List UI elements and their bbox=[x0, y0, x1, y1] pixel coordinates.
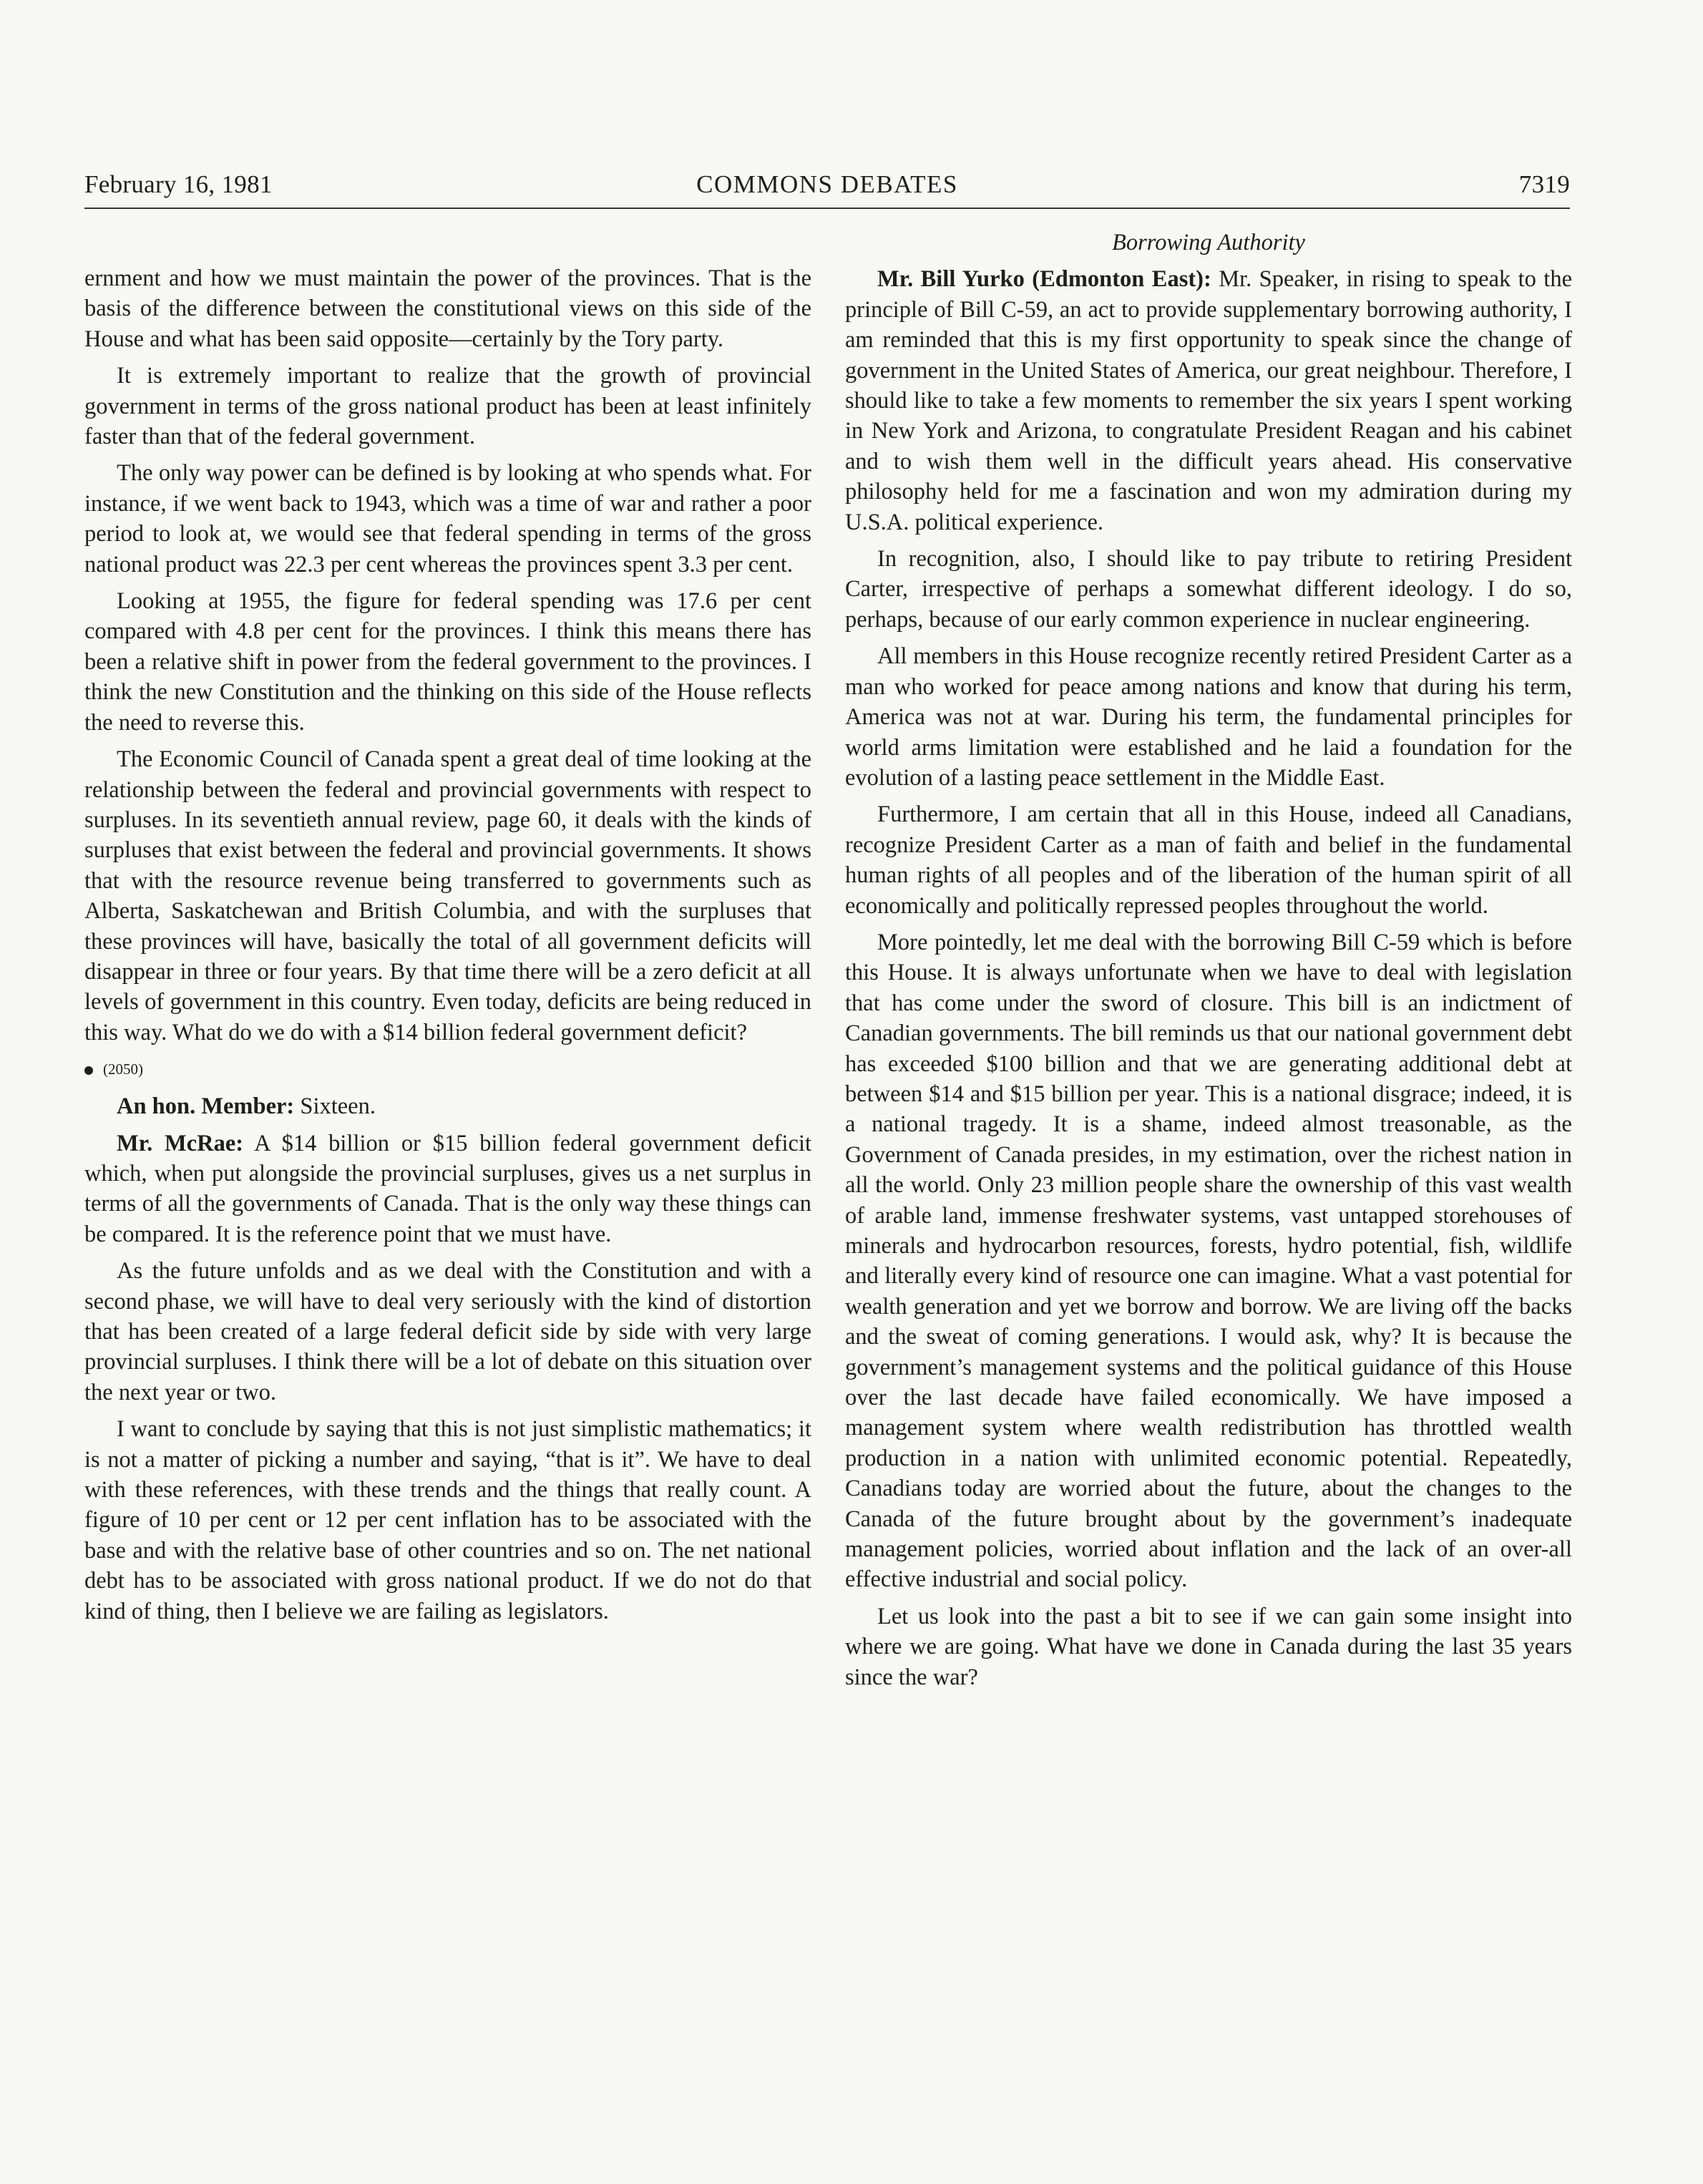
paragraph: More pointedly, let me deal with the borrowing Bill C-59 which is before this House. It is always unfortunate when we have to deal with legislation that has come under the sword of closure. This bill is an indictment of Canadian governments. The bill reminds us that our national government debt has exceeded $100 billion and that we are generating additional debt at between $14 and $15 billion per year. This is a national disgrace; indeed, it is a national tragedy. It is a shame, indeed almost treasonable, as the Government of Canada presides, in my estimation, over the richest nation in all the world. Only 23 million people share the ownership of this vast wealth of arable land, immense freshwater systems, vast untapped storehouses of minerals and hydrocarbon resources, forests, hydro potential, fish, wildlife and literally every kind of resource one can imagine. What a vast potential for wealth generation and yet we borrow and borrow. We are living off the backs and the sweat of coming generations. I would ask, why? It is because the government’s management systems and the political guidance of this House over the last decade have failed economically. We have imposed a management system where wealth redistribution has throttled wealth production in a nation with unlimited economic potential. Repeatedly, Canadians today are worried about the future, about the changes to the Canada of the future brought about by the government’s inadequate management policies, worried about inflation and the lack of an over-all effective industrial and social policy. bbox=[845, 929, 1572, 1593]
speaker-name: Mr. McRae: bbox=[117, 1130, 244, 1156]
header-page-number: 7319 bbox=[1518, 170, 1570, 198]
bullet-icon bbox=[84, 1066, 93, 1075]
left-column bbox=[84, 263, 811, 1633]
speech-paragraph bbox=[84, 1128, 811, 1250]
speaker-name: Mr. Bill Yurko (Edmonton East): bbox=[877, 266, 1211, 293]
speech-text: A $14 billion or $15 billion federal government deficit which, when put alongside the provincial surpluses, gives us a net surplus in terms of all the governments of Canada. That is the only way these things can be compared. It is the reference point that we must have. bbox=[84, 1130, 812, 1247]
paragraph: In recognition, also, I should like to pay tribute to retiring President Carter, irrespective of perhaps a somewhat different ideology. I do so, perhaps, because of our early common experience in nuclear engineering. bbox=[845, 546, 1572, 633]
paragraph: I want to conclude by saying that this is not just simplistic mathematics; it is not a matter of picking a number and saying, “that is it”. We have to deal with these references, with these trends and the things that really count. A figure of 10 per cent or 12 per cent inflation has to be associated with the base and with the relative base of other countries and so on. The net national debt has to be associated with gross national product. If we do not do that kind of thing, then I believe we are failing as legislators. bbox=[84, 1416, 811, 1624]
paragraph: ernment and how we must maintain the power of the provinces. That is the basis of the difference between the constitutional views on this side of the House and what has been said opposite—certainly by the Tory party. bbox=[84, 265, 811, 352]
paragraph: All members in this House recognize recently retired President Carter as a man who worked for peace among nations and know that during his term, America was not at war. During his term, the fundamental principles for world arms limitation were established and he laid a foundation for the evolution of a lasting peace settlement in the Middle East. bbox=[845, 643, 1572, 791]
paragraph: Let us look into the past a bit to see if we can gain some insight into where we are going. What have we done in Canada during the last 35 years since the war? bbox=[845, 1603, 1572, 1690]
speech-paragraph bbox=[84, 1091, 811, 1121]
paragraph: It is extremely important to realize that the growth of provincial government in terms of the gross national product has been at least infinitely faster than that of the federal government. bbox=[84, 363, 811, 450]
paragraph: The Economic Council of Canada spent a great deal of time looking at the relationship between the federal and provincial governments with respect to surpluses. In its seventieth annual review, page 60, it deals with the kinds of surpluses that exist between the federal and provincial governments. It shows that with the resource revenue being transferred to governments such as Alberta, Saskatchewan and British Columbia, and with the surpluses that these provinces will have, basically the total of all government deficits will disappear in three or four years. By that time there will be a zero deficit at all levels of government in this country. Even today, deficits are being reduced in this way. What do we do with a $14 billion federal government deficit? bbox=[84, 746, 811, 1045]
speech-text: Sixteen. bbox=[294, 1093, 376, 1120]
speaker-name: An hon. Member: bbox=[117, 1093, 295, 1120]
speech-text: Mr. Speaker, in rising to speak to the principle of Bill C-59, an act to provide supplementary borrowing authority, I am reminded that this is my first opportunity to speak since the change of government in the United States of America, our great neighbour. Therefore, I should like to take a few moments to remember the six years I spent working in New York and Arizona, to congratulate President Reagan and his cabinet and to wish them well in the difficult years ahead. His conservative philosophy held for me a fascination and won my admiration during my U.S.A. political experience. bbox=[845, 266, 1572, 535]
paragraph: Furthermore, I am certain that all in this House, indeed all Canadians, recognize President Carter as a man of faith and belief in the fundamental human rights of all peoples and of the liberation of the human spirit of all economically and politically repressed peoples throughout the world. bbox=[845, 801, 1572, 919]
paragraph: As the future unfolds and as we deal with the Constitution and with a second phase, we will have to deal very seriously with the kind of distortion that has been created of a large federal deficit side by side with very large provincial surpluses. I think there will be a lot of debate on this situation over the next year or two. bbox=[84, 1258, 811, 1405]
speech-paragraph bbox=[845, 264, 1572, 537]
right-column bbox=[845, 228, 1572, 1699]
time-marker bbox=[84, 1054, 811, 1084]
section-title: Borrowing Authority bbox=[1112, 230, 1305, 255]
header-rule bbox=[84, 208, 1570, 209]
header-title: COMMONS DEBATES bbox=[696, 170, 958, 198]
time-marker-text: (2050) bbox=[103, 1061, 143, 1078]
header-date: February 16, 1981 bbox=[84, 170, 273, 198]
paragraph: The only way power can be defined is by looking at who spends what. For instance, if we went back to 1943, which was a time of war and rather a poor period to look at, we would see that federal spending in terms of the gross national product was 22.3 per cent whereas the provinces spent 3.3 per cent. bbox=[84, 460, 811, 577]
paragraph: Looking at 1955, the figure for federal spending was 17.6 per cent compared with 4.8 per cent for the provinces. I think this means there has been a relative shift in power from the federal government to the provinces. I think the new Constitution and the thinking on this side of the House reflects the need to reverse this. bbox=[84, 588, 811, 736]
page-header bbox=[84, 170, 1570, 210]
